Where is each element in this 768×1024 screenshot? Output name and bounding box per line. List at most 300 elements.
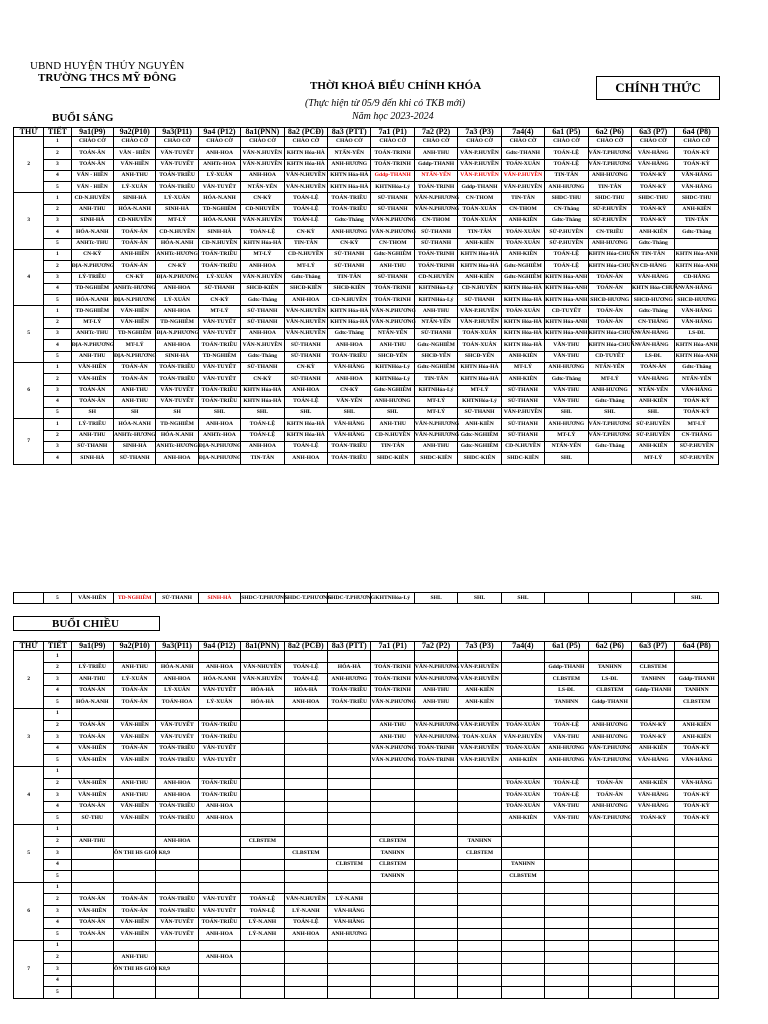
lesson-cell [458,790,501,802]
lesson-cell: VĂN-N.HUYỀN [241,674,284,686]
lesson-cell: VĂN-HIỀN [113,159,155,170]
period-cell: 5 [44,871,71,883]
lesson-cell: VĂN-HIỀN [71,362,113,373]
lesson-cell [545,882,588,894]
lesson-cell [414,766,457,778]
lesson-cell [241,790,284,802]
table-row [14,272,719,283]
lesson-cell [371,929,414,941]
lesson-cell [241,778,284,790]
lesson-cell: ANHTc-THU [71,329,113,340]
day-cell [14,593,44,604]
lesson-cell: TIN-TÂN [675,216,719,227]
period-cell: 4 [44,743,71,755]
lesson-cell: VĂN-HIỀN [113,813,155,825]
lesson-cell [71,848,113,860]
lesson-cell: TOÁN-TRINH [371,662,414,674]
lesson-cell: ANH-HƯƠNG [545,743,588,755]
lesson-cell: TOÁN-LỆ [284,442,327,453]
lesson-cell: SỬ-THANH [458,408,501,419]
lesson-cell: TOÁN-TRIỀU [198,249,240,260]
lesson-cell [458,651,501,663]
lesson-cell: CN-KỲ [156,261,198,272]
lesson-cell: MT-LÝ [241,249,284,260]
lesson-cell: CN-KỲ [113,272,155,283]
lesson-cell: CHÀO CỜ [631,137,674,148]
lesson-cell: TOÁN-LỆ [241,227,284,238]
lesson-cell: LÝ-XUÂN [156,295,198,306]
lesson-cell: ANH-HOA [328,374,371,385]
lesson-cell [501,952,544,964]
lesson-cell: TOÁN-ÂN [71,917,113,929]
lesson-cell [631,894,674,906]
lesson-cell: ANH-HOA [156,790,198,802]
lesson-cell: CHÀO CỜ [113,137,155,148]
lesson-cell [328,882,371,894]
lesson-cell: NTẤN-YẾN [545,442,588,453]
lesson-cell: SỬ-THANH [371,204,414,215]
lesson-cell: ĐỊA-N.PHƯƠNG [113,295,155,306]
lesson-cell [241,987,284,999]
lesson-cell: TOÁN-LỆ [545,148,588,159]
lesson-cell [241,720,284,732]
lesson-cell: KHTN Hóa-CHUẨN [588,329,631,340]
table-row [14,824,719,836]
lesson-cell: ANH-THU [113,790,155,802]
lesson-cell: TD-NGHIÊM [113,329,155,340]
lesson-cell: ANH-THU [71,674,113,686]
lesson-cell: HÓA-N.ANH [71,697,113,709]
lesson-cell: CD-N.HUYỀN [371,430,414,441]
lesson-cell: Gdtc-NGHIÊM [371,385,414,396]
lesson-cell: TOÁN-TRIỀU [156,801,198,813]
lesson-cell [328,790,371,802]
lesson-cell: TOÁN-KỲ [631,732,674,744]
column-header: 7a1 (P1) [371,128,414,137]
period-cell: 2 [44,836,71,848]
lesson-cell: ANH-THU [113,952,155,964]
lesson-cell: VĂN-N.PHƯƠNG [371,697,414,709]
period-cell: 2 [44,778,71,790]
lesson-cell [328,708,371,720]
morning-timetable [13,127,719,465]
lesson-cell: TOÁN-KỲ [631,720,674,732]
lesson-cell [414,824,457,836]
lesson-cell [284,755,327,767]
lesson-cell: CLBSTEM [545,674,588,686]
lesson-cell: TOÁN-ÂN [113,362,155,373]
lesson-cell: LÝ-N.ANH [241,917,284,929]
lesson-cell [631,917,674,929]
lesson-cell: VĂN-N.HUYỀN [284,329,327,340]
lesson-cell [458,766,501,778]
lesson-cell [414,790,457,802]
table-row [14,766,719,778]
lesson-cell [545,651,588,663]
lesson-cell: KHTNHóa-Lý [414,295,457,306]
lesson-cell: ANH-HOA [156,836,198,848]
lesson-cell: KHTN Hóa-HÀ [458,249,501,260]
lesson-cell: ANH-KIÊN [501,249,544,260]
lesson-cell: TOÁN-ÂN [113,261,155,272]
lesson-cell [501,674,544,686]
lesson-cell: VĂN-T.PHƯƠNG [588,159,631,170]
lesson-cell [501,848,544,860]
lesson-cell: Gdtc-Thắng [328,329,371,340]
lesson-cell: VĂN-P.HUYỀN [501,408,544,419]
lesson-cell [675,238,719,249]
lesson-cell [328,836,371,848]
lesson-cell [113,882,155,894]
lesson-cell [284,732,327,744]
table-row [14,170,719,181]
lesson-cell: VĂN-HIỀN [71,778,113,790]
lesson-cell: ANH-HƯƠNG [588,732,631,744]
lesson-cell [458,801,501,813]
lesson-cell: VĂN-N.PHƯƠNG [414,674,457,686]
lesson-cell [631,929,674,941]
column-header: 6a4 (P8) [675,642,719,651]
lesson-cell: VĂN-T.PHƯƠNG [588,419,631,430]
lesson-cell: VĂN-N.HUYỀN [284,182,327,193]
table-row [14,351,719,362]
lesson-cell [414,987,457,999]
lesson-cell: CN-THOM [458,193,501,204]
lesson-cell [284,871,327,883]
lesson-cell [545,859,588,871]
lesson-cell: VĂN-N.PHƯƠNG [371,743,414,755]
lesson-cell: VĂN-TUYẾT [198,362,240,373]
lesson-cell: ANH-HƯƠNG [588,801,631,813]
lesson-cell: SHL [501,593,544,604]
lesson-cell: MT-LÝ [156,216,198,227]
lesson-cell: KHTNHóa-Lý [371,374,414,385]
column-header: 8a2 (PCĐ) [284,642,327,651]
lesson-cell [675,987,719,999]
lesson-cell: VĂN-P.HUYỀN [458,720,501,732]
lesson-cell: SỬ-THANH [458,295,501,306]
lesson-cell [371,952,414,964]
document-subtitle: (Thực hiện từ 05/9 đến khi có TKB mới) [305,98,466,109]
lesson-cell: Gdtc-THANH [501,148,544,159]
lesson-cell [675,766,719,778]
period-cell: 1 [44,766,71,778]
period-cell: 1 [44,419,71,430]
table-row [14,975,719,987]
lesson-cell [414,917,457,929]
lesson-cell: Gddp-THANH [371,170,414,181]
period-cell: 2 [44,894,71,906]
lesson-cell: VĂN-HIỀN [71,374,113,385]
lesson-cell [588,975,631,987]
lesson-cell [241,848,284,860]
lesson-cell: KHTN Hóa-HÀ [501,283,544,294]
lesson-cell: TOÁN-TRINH [371,283,414,294]
lesson-cell: VĂN-N.PHƯƠNG [414,430,457,441]
lesson-cell [588,453,631,464]
period-cell: 2 [44,148,71,159]
period-cell: 2 [44,952,71,964]
lesson-cell: KHTN Hóa-HÀ [458,261,501,272]
lesson-cell: SHL [458,593,501,604]
table-row [14,952,719,964]
lesson-cell: Gddp-THANH [631,685,674,697]
lesson-cell [458,940,501,952]
table-row [14,674,719,686]
lesson-cell: ANH-HƯƠNG [588,238,631,249]
lesson-cell: SHDC-THU [545,193,588,204]
lesson-cell: SỬ-THANH [501,385,544,396]
period-cell: 3 [44,790,71,802]
lesson-cell: Gdtc-Thắng [675,227,719,238]
lesson-cell: ANH-HƯƠNG [328,929,371,941]
lesson-cell: SHL [675,593,719,604]
lesson-cell: VĂN-N.PHƯƠNG [414,204,457,215]
lesson-cell [371,975,414,987]
lesson-cell [241,651,284,663]
period-cell: 5 [44,697,71,709]
lesson-cell: SHDC-KIÊN [501,453,544,464]
lesson-cell [545,940,588,952]
table-row [14,340,719,351]
lesson-cell: KHTN Hóa-HÀ [328,306,371,317]
lesson-cell: SHDC-THU [675,193,719,204]
lesson-cell [501,894,544,906]
lesson-cell: VĂN-T.PHƯƠNG [588,813,631,825]
lesson-cell [71,940,113,952]
lesson-cell [588,859,631,871]
lesson-cell: VĂN-N.PHƯƠNG [414,732,457,744]
lesson-cell [588,952,631,964]
lesson-cell [113,766,155,778]
lesson-cell [284,824,327,836]
lesson-cell: KHTN Hóa-HÀ [241,396,284,407]
lesson-cell [545,952,588,964]
lesson-cell: TOÁN-LỆ [284,204,327,215]
lesson-cell [113,708,155,720]
lesson-cell: KHTN Hóa-CHUẨN [588,340,631,351]
lesson-cell: KHTN Hóa-HÀ [501,317,544,328]
lesson-cell: TOÁN-ÂN [71,685,113,697]
lesson-cell: VĂN-N.PHƯƠNG [414,193,457,204]
lesson-cell [371,801,414,813]
lesson-cell: TD-NGHIÊM [198,204,240,215]
table-row [14,720,719,732]
lesson-cell [458,952,501,964]
lesson-cell: ANH-THU [113,170,155,181]
period-cell: 4 [44,801,71,813]
lesson-cell: ANH-HOA [284,697,327,709]
lesson-cell: VĂN-HIỀN [113,917,155,929]
lesson-cell: TOÁN-XUÂN [458,204,501,215]
lesson-cell: SHCĐ-KIÊN [241,283,284,294]
lesson-cell [71,882,113,894]
period-cell: 3 [44,159,71,170]
lesson-cell [198,975,240,987]
lesson-cell: SHDC-KIÊN [458,453,501,464]
lesson-cell: TOÁN-XUÂN [458,329,501,340]
lesson-cell: TOÁN-XUÂN [501,743,544,755]
period-cell: 5 [44,755,71,767]
lesson-cell: CN-THẮNG [631,317,674,328]
lesson-cell: VĂN-TUYẾT [156,732,198,744]
column-header: 7a4(4) [501,642,544,651]
lesson-cell [156,824,198,836]
lesson-cell: TD-NGHIÊM [71,306,113,317]
lesson-cell [675,906,719,918]
lesson-cell: VĂN-P.HUYỀN [458,317,501,328]
lesson-cell [588,987,631,999]
lesson-cell [241,743,284,755]
lesson-cell: ANH-THU [113,385,155,396]
lesson-cell: CLBSTEM [284,848,327,860]
lesson-cell: ANHTc-HOA [198,159,240,170]
period-cell: 3 [44,216,71,227]
lesson-cell: SỬ-THANH [501,396,544,407]
lesson-cell: MT-LÝ [414,396,457,407]
lesson-cell: ANH-HƯƠNG [588,720,631,732]
lesson-cell: TOÁN-XUÂN [458,340,501,351]
lesson-cell: VĂN-T.PHƯƠNG [588,755,631,767]
lesson-cell [414,975,457,987]
lesson-cell [241,859,284,871]
lesson-cell [675,894,719,906]
lesson-cell: VĂN-HẰNG [328,917,371,929]
lesson-cell: VĂN-P.HUYỀN [501,170,544,181]
table-row [14,430,719,441]
lesson-cell: NTẤN-YẾN [414,317,457,328]
lesson-cell: KHTN Hóa-HÀ [328,170,371,181]
lesson-cell [675,975,719,987]
lesson-cell: Gdtc-Thắng [631,238,674,249]
lesson-cell: SHL [371,408,414,419]
lesson-cell: TOÁN-KỲ [675,790,719,802]
day-cell: 2 [14,137,44,193]
lesson-cell: VĂN-P.HUYỀN [458,674,501,686]
lesson-cell: VĂN-P.HUYỀN [501,732,544,744]
period-cell: 5 [44,987,71,999]
lesson-cell: TOÁN-TRIỀU [198,917,240,929]
lesson-cell: ANH-THU [371,720,414,732]
lesson-cell: VĂN-N.HUYỀN [241,272,284,283]
lesson-cell: HÓA-HÀ [241,697,284,709]
lesson-cell [328,975,371,987]
day-cell: 3 [14,193,44,249]
lesson-cell: ANH-HOA [198,662,240,674]
lesson-cell: SHCĐ-KIÊN [328,283,371,294]
period-cell: 5 [44,351,71,362]
lesson-cell: LÝ-N.ANH [328,894,371,906]
table-row [14,917,719,929]
lesson-cell: TOÁN-TRIỀU [156,755,198,767]
lesson-cell: KHTN Hóa-ANH [545,272,588,283]
lesson-cell [241,952,284,964]
lesson-cell: CD-N.HUYỀN [71,193,113,204]
column-header: 9a1(P9) [71,128,113,137]
table-row [14,396,719,407]
lesson-cell [198,766,240,778]
lesson-cell: Gdtc-Thắng [545,216,588,227]
lesson-cell: TOÁN-KỲ [675,743,719,755]
lesson-cell: VĂN-TUYẾT [156,148,198,159]
lesson-cell: TOÁN-LỆ [241,419,284,430]
lesson-cell [156,871,198,883]
lesson-cell: ANH-HOA [241,442,284,453]
table-row [14,964,719,976]
table-row [14,778,719,790]
lesson-cell [545,848,588,860]
lesson-cell [71,859,113,871]
lesson-cell: CLBSTEM [501,871,544,883]
lesson-cell: SỬ-THANH [284,351,327,362]
column-header: 9a3(P11) [156,642,198,651]
lesson-cell: HÓA-N.ANH [198,193,240,204]
table-row [14,227,719,238]
lesson-cell: TIN-TÂN [458,227,501,238]
table-row [14,295,719,306]
lesson-cell: TOÁN-TRINH [414,755,457,767]
lesson-cell [501,964,544,976]
lesson-cell: ANH-HOA [156,674,198,686]
lesson-cell: CD-N.HUYỀN [501,442,544,453]
lesson-cell: LÝ-XUÂN [198,697,240,709]
lesson-cell: TANHNN [545,697,588,709]
lesson-cell [501,651,544,663]
lesson-cell [156,651,198,663]
lesson-cell [71,708,113,720]
lesson-cell [631,975,674,987]
lesson-cell: VĂN-THU [545,396,588,407]
lesson-cell: CHÀO CỜ [545,137,588,148]
lesson-cell: MT-LÝ [501,362,544,373]
lesson-cell: Gddp-THANH [458,182,501,193]
table-row [14,743,719,755]
lesson-cell [284,801,327,813]
lesson-cell: VĂN-TUYẾT [198,894,240,906]
lesson-cell: HÓA-N.ANH [113,419,155,430]
lesson-cell [198,940,240,952]
lesson-cell [458,824,501,836]
lesson-cell: TOÁN-ÂN [588,790,631,802]
period-cell: 2 [44,720,71,732]
lesson-cell [241,975,284,987]
lesson-cell: HÓA-N.ANH [156,430,198,441]
lesson-cell: ANH-HOA [198,801,240,813]
lesson-cell: CD-TUYẾT [545,306,588,317]
lesson-cell: TOÁN-LỆ [284,396,327,407]
lesson-cell [371,790,414,802]
period-cell: 3 [44,732,71,744]
lesson-cell: MT-LÝ [675,419,719,430]
column-header: 6a3 (P7) [631,642,674,651]
lesson-cell [501,929,544,941]
period-cell: 5 [44,929,71,941]
document-title: THỜI KHOÁ BIỂU CHÍNH KHÓA [310,80,482,92]
lesson-cell [414,871,457,883]
lesson-cell: VĂN-TUYẾT [156,929,198,941]
lesson-cell: HÓA-N.ANH [71,295,113,306]
lesson-cell: TOÁN-TRINH [414,261,457,272]
lesson-cell: ANH-HOA [284,453,327,464]
lesson-cell: TD-NGHIÊM [156,419,198,430]
lesson-cell: HÓA-N.ANH [113,204,155,215]
lesson-cell: TOÁN-LỆ [545,249,588,260]
period-cell: 2 [44,662,71,674]
lesson-cell: SỬ-THANH [156,593,198,604]
lesson-cell: SINH-HÀ [71,216,113,227]
lesson-cell: TOÁN-ÂN [71,148,113,159]
lesson-cell [71,975,113,987]
